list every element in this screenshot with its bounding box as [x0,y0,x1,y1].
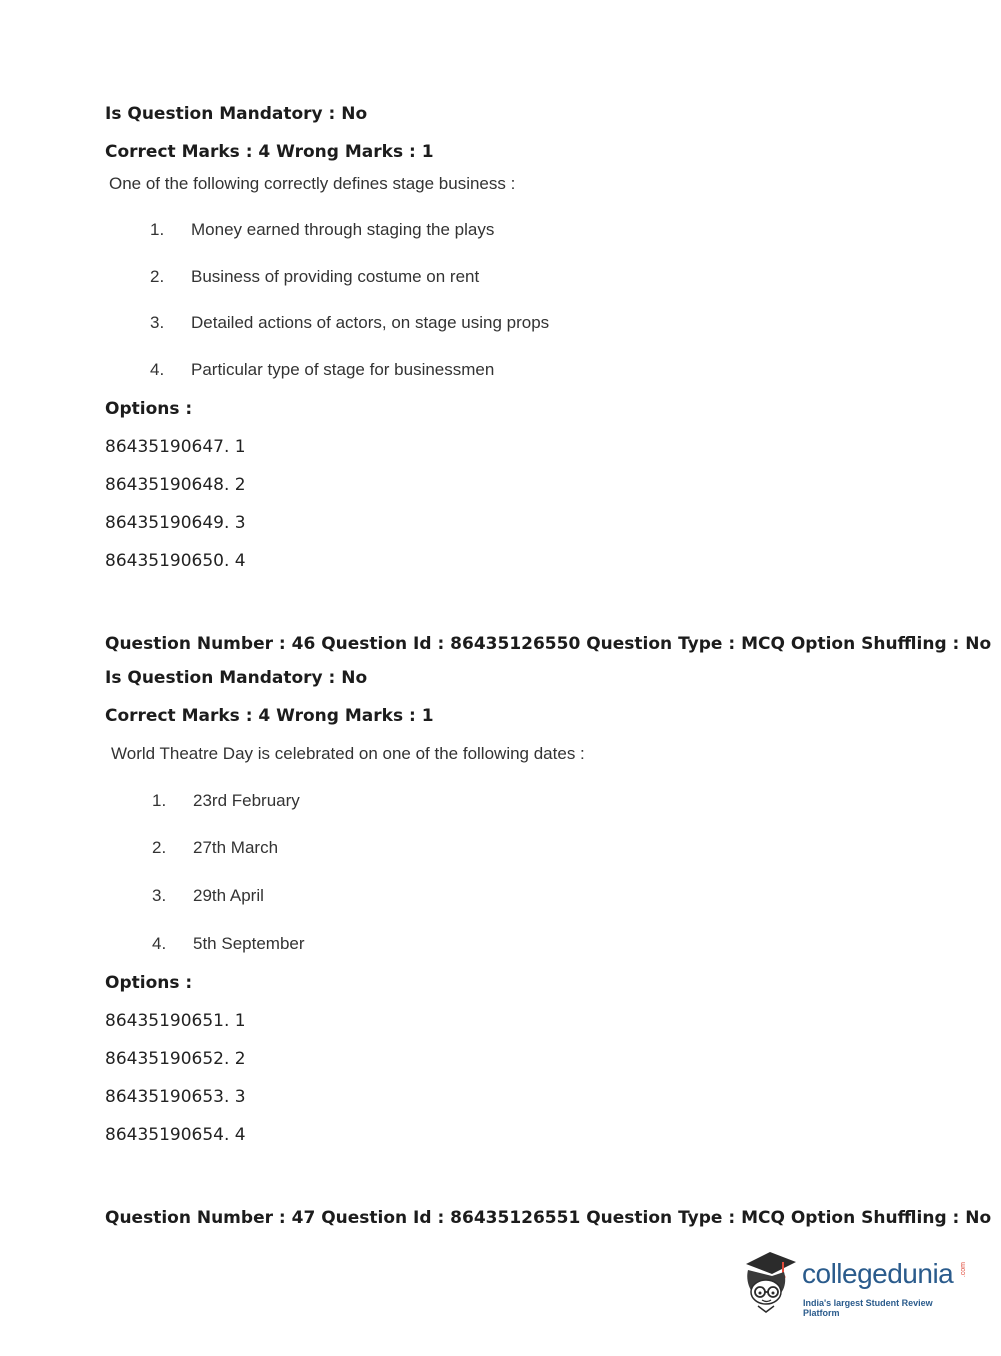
choice-text: Detailed actions of actors, on stage using props [191,313,550,332]
choice-number: 3. [152,886,167,905]
choice-text: 27th March [193,838,279,857]
options-label: Options : [105,399,193,419]
question-mandatory: Is Question Mandatory : No [105,668,368,688]
question-marks: Correct Marks : 4 Wrong Marks : 1 [105,142,434,162]
choice-number: 4. [152,934,167,953]
choice-number: 1. [150,220,165,239]
option-id: 86435190650. 4 [105,551,246,571]
choice-number: 3. [150,313,165,332]
option-id: 86435190651. 1 [105,1011,246,1031]
choice-item [150,220,494,240]
choice-number: 4. [150,360,165,379]
question-header: Question Number : 47 Question Id : 86435126551 Question Type : MCQ Option Shuffling : No [105,1208,992,1228]
option-id: 86435190652. 2 [105,1049,246,1069]
choice-item [150,360,494,380]
collegedunia-logo [740,1248,970,1318]
question-header: Question Number : 46 Question Id : 86435126550 Question Type : MCQ Option Shuffling : No [105,634,992,654]
choice-text: 5th September [193,934,305,953]
question-mandatory: Is Question Mandatory : No [105,104,368,124]
logo-wordmark: collegedunia [802,1258,954,1289]
choice-text: 29th April [193,886,264,905]
option-id: 86435190647. 1 [105,437,246,457]
question-text: World Theatre Day is celebrated on one of the following dates : [111,744,585,763]
logo-tagline: India's largest Student Review Platform [803,1298,933,1318]
mascot-icon [740,1248,802,1318]
choice-text: 23rd February [193,791,300,810]
option-id: 86435190653. 3 [105,1087,246,1107]
option-id: 86435190649. 3 [105,513,246,533]
choice-number: 2. [152,838,167,857]
logo-com: .com [960,1262,967,1278]
choice-item [150,267,479,287]
option-id: 86435190648. 2 [105,475,246,495]
choice-item [152,934,305,954]
choice-item [150,313,549,333]
question-text: One of the following correctly defines stage business : [109,174,516,193]
choice-item [152,791,300,811]
choice-text: Particular type of stage for businessmen [191,360,495,379]
question-marks: Correct Marks : 4 Wrong Marks : 1 [105,706,434,726]
options-label: Options : [105,973,193,993]
choice-item [152,838,278,858]
choice-item [152,886,264,906]
choice-number: 2. [150,267,165,286]
choice-number: 1. [152,791,167,810]
choice-text: Money earned through staging the plays [191,220,495,239]
option-id: 86435190654. 4 [105,1125,246,1145]
choice-text: Business of providing costume on rent [191,267,480,286]
